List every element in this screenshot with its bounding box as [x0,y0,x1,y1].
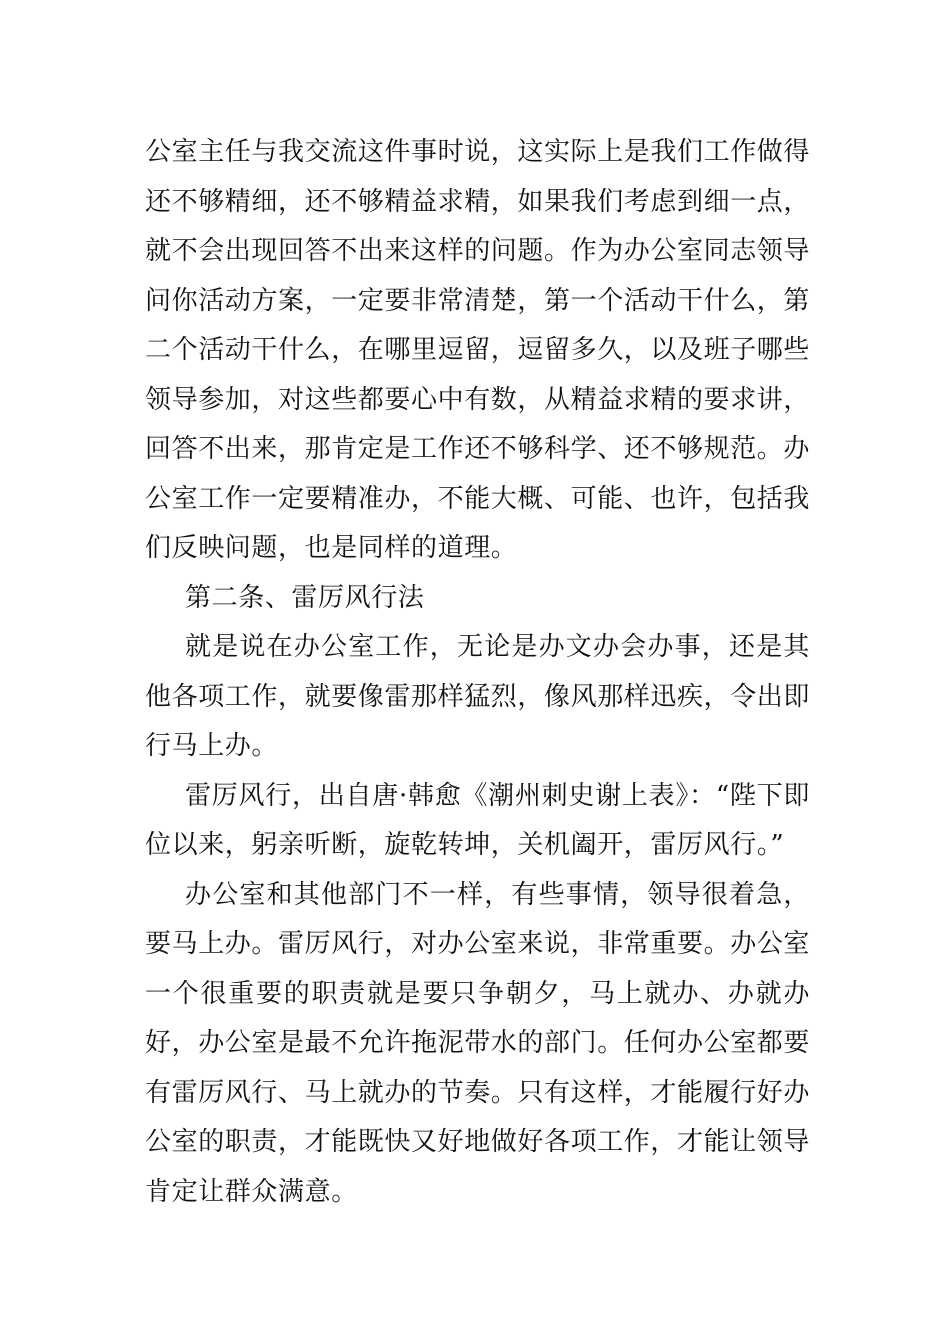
paragraph-quote: 雷厉风行，出自唐·韩愈《潮州刺史谢上表》：“陛下即位以来，躬亲听断，旋乾转坤，关机阖开，雷厉风行。” [145,780,810,860]
paragraph-definition: 就是说在办公室工作，无论是办文办会办事，还是其他各项工作，就要像雷那样猛烈，像风那样迅疾，令出即行马上办。 [145,632,811,761]
document-body [145,128,810,1217]
paragraph-explanation: 办公室和其他部门不一样，有些事情，领导很着急，要马上办。雷厉风行，对办公室来说，非常重要。办公室一个很重要的职责就是要只争朝夕，马上就办、办就办好，办公室是最不允许拖泥带水的部门。任何办公室都要有雷厉风行、马上就办的节奏。只有这样，才能履行好办公室的职责，才能既快又好地做好各项工作，才能让领导肯定让群众满意。 [145,879,811,1207]
section-heading: 第二条、雷厉风行法 [185,582,425,613]
paragraph-continuation: 公室主任与我交流这件事时说，这实际上是我们工作做得还不够精细，还不够精益求精，如果我们考虑到细一点，就不会出现回答不出来这样的问题。作为办公室同志领导问你活动方案，一定要非常清楚，第一个活动干什么，第二个活动干什么，在哪里逗留，逗留多久，以及班子哪些领导参加，对这些都要心中有数，从精益求精的要求讲，回答不出来，那肯定是工作还不够科学、还不够规范。办公室工作一定要精准办，不能大概、可能、也许，包括我们反映问题，也是同样的道理。 [145,137,811,563]
